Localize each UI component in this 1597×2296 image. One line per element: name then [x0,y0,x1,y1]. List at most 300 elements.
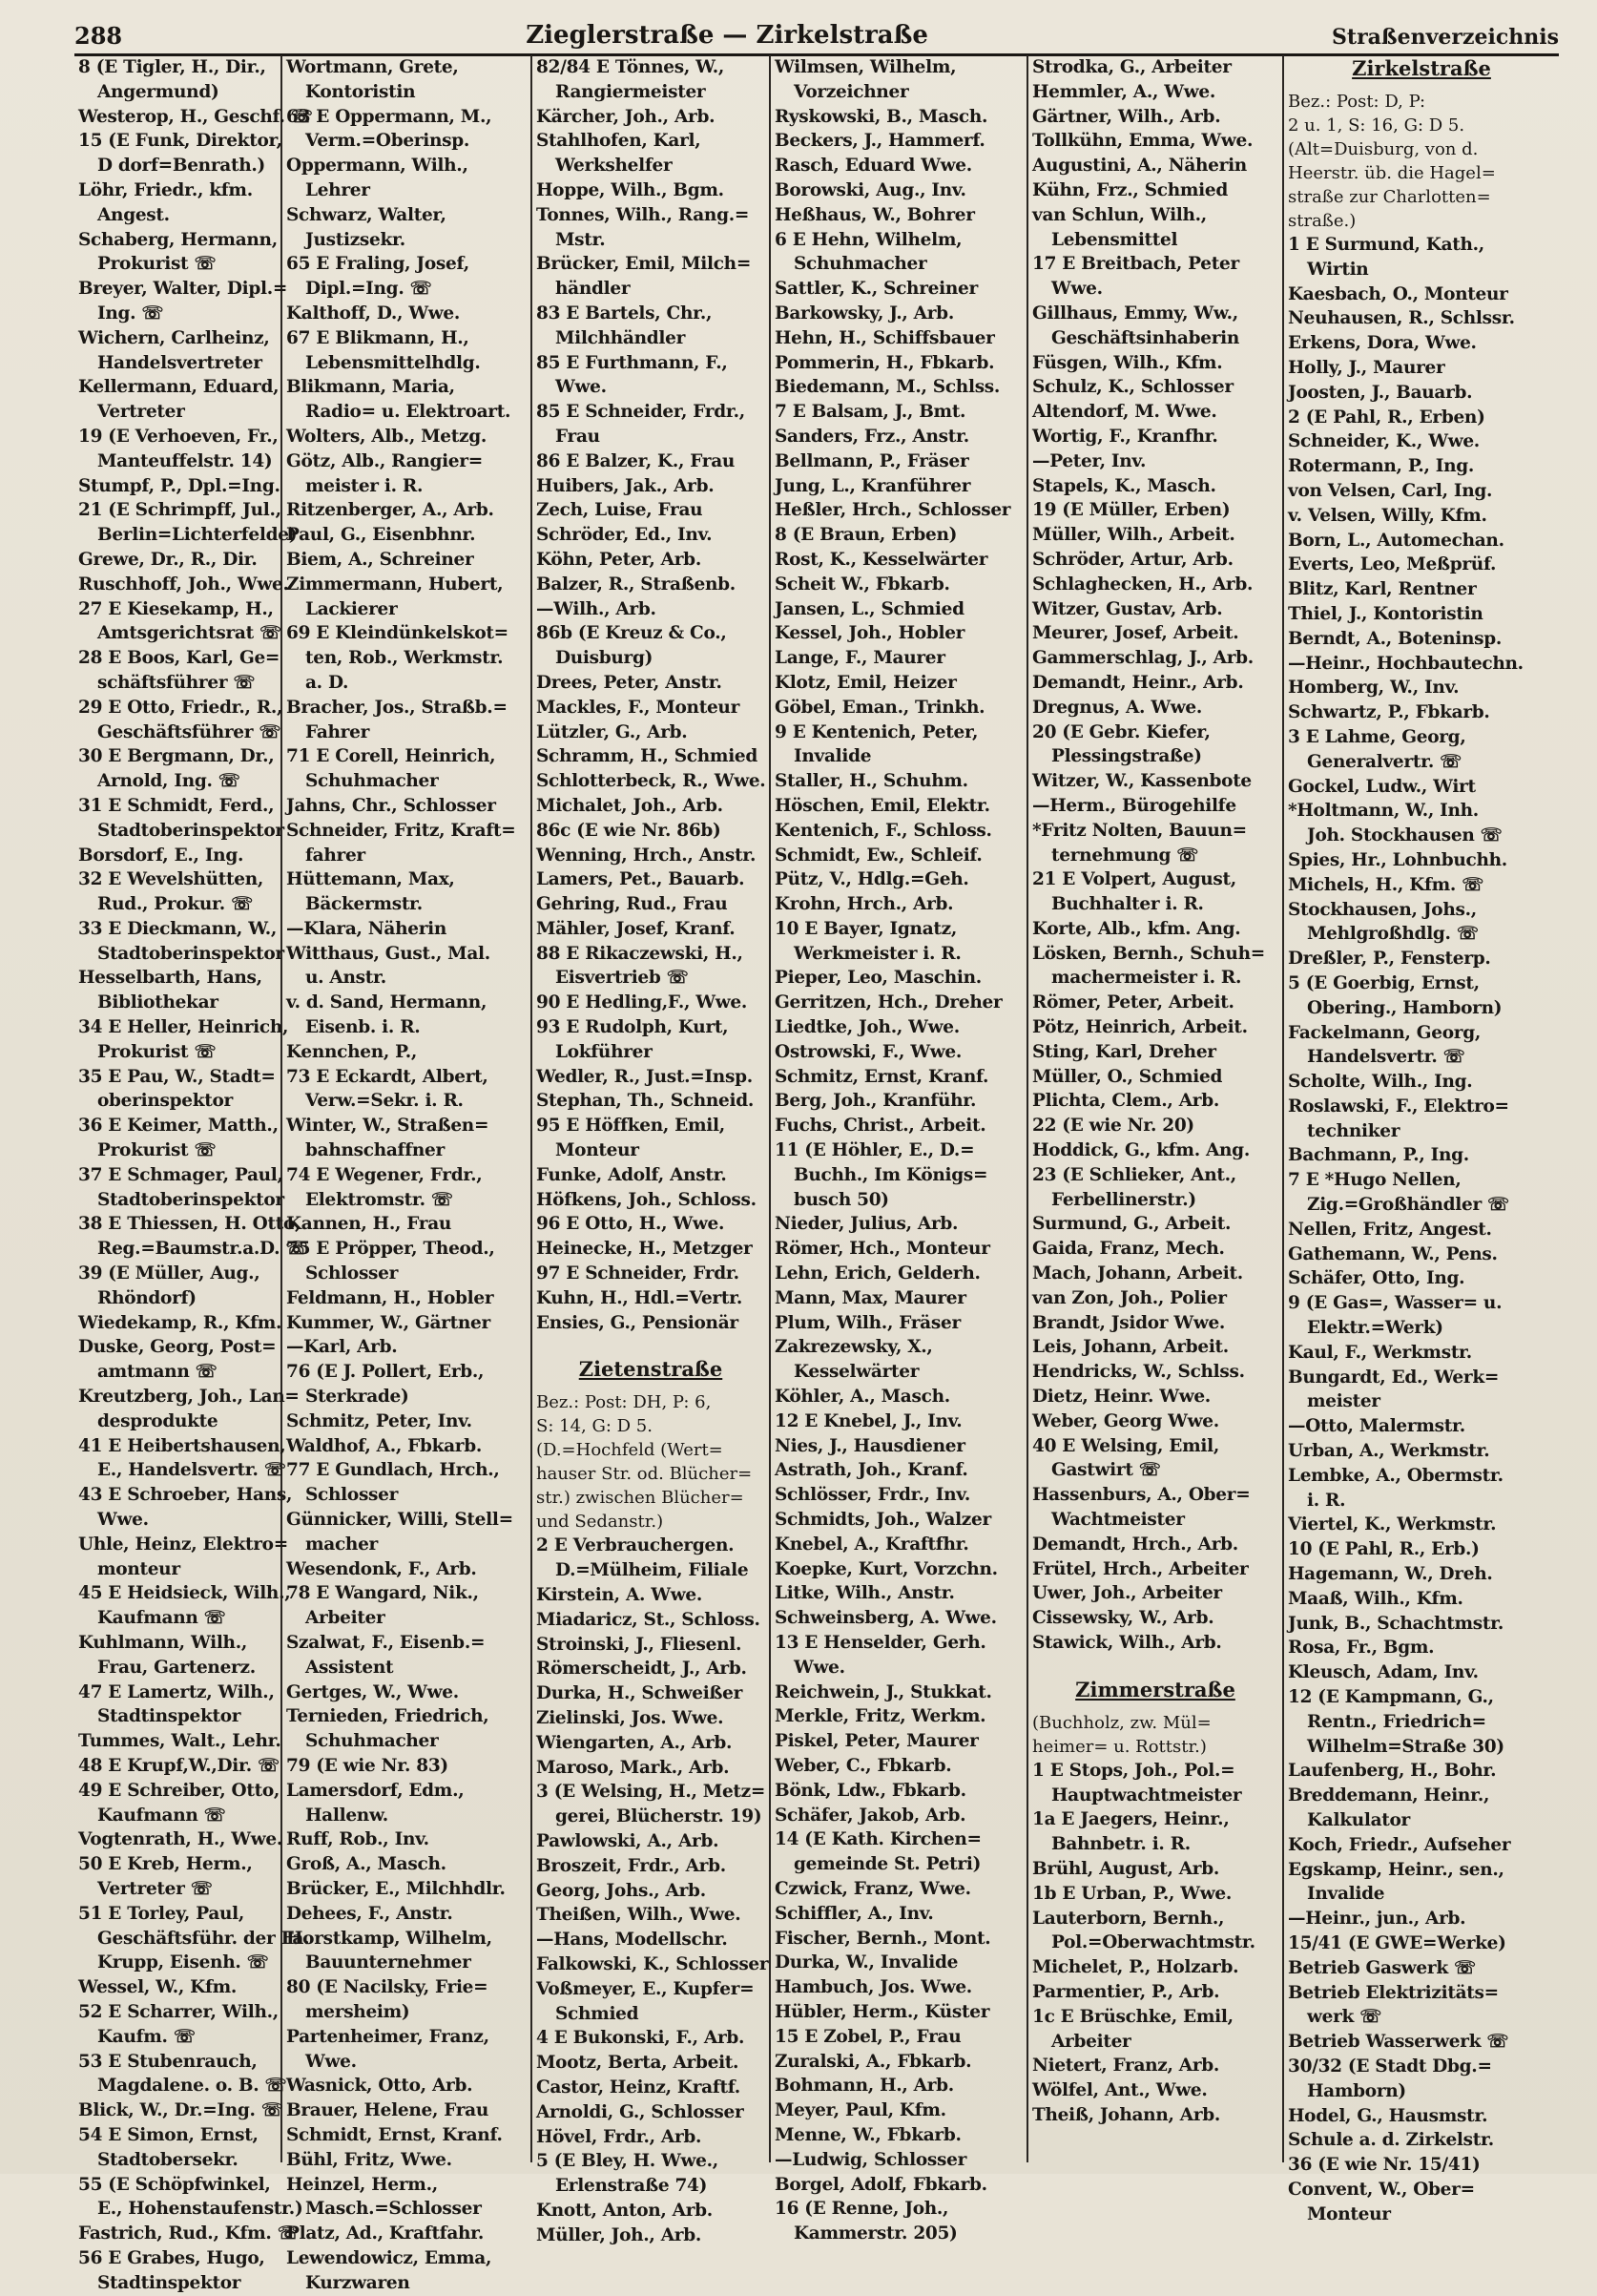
directory-entry: 7 E *Hugo Nellen, [1288,1170,1462,1191]
directory-entry: Klotz, Emil, Heizer [775,672,957,693]
directory-entry: 14 (E Kath. Kirchen= [775,1829,982,1850]
directory-entry: Joosten, J., Bauarb. [1288,382,1473,403]
directory-entry: *Holtmann, W., Inh. [1288,801,1479,822]
directory-entry: Pötz, Heinrich, Arbeit. [1032,1017,1248,1038]
directory-entry: Gerritzen, Hch., Dreher [775,992,1003,1013]
directory-entry: Fackelmann, Georg, [1288,1022,1481,1043]
directory-entry: monteur [97,1558,180,1579]
directory-entry: Kalthoff, D., Wwe. [286,303,461,324]
directory-entry: Bauunternehmer [305,1952,471,1973]
directory-entry: Gathemann, W., Pens. [1288,1243,1498,1264]
directory-entry: —Peter, Inv. [1032,450,1147,471]
directory-entry: Mann, Max, Maurer [775,1287,966,1308]
directory-entry: Köhn, Peter, Arb. [536,549,701,570]
directory-entry: Monteur [555,1140,639,1161]
directory-entry: —Herm., Bürogehilfe [1032,795,1236,816]
directory-entry: 4 E Bukonski, F., Arb. [536,2028,745,2049]
directory-entry: 82/84 E Tönnes, W., [536,57,724,77]
directory-entry: 13 E Henselder, Gerh. [775,1633,986,1653]
directory-entry: 22 (E wie Nr. 20) [1032,1116,1194,1137]
directory-entry: Falkowski, K., Schlosser [536,1953,769,1974]
directory-entry: Scheit W., Fbkarb. [775,574,950,595]
directory-entry: fahrer [305,845,365,866]
directory-entry: 53 E Stubenrauch, [78,2051,258,2072]
directory-entry: Assistent [305,1657,394,1678]
directory-entry: 35 E Pau, W., Stadt= [78,1066,276,1087]
directory-entry: Schmidt, Ew., Schleif. [775,845,983,866]
directory-entry: Horstkamp, Wilhelm, [286,1928,492,1949]
directory-entry: Fuchs, Christ., Arbeit. [775,1116,986,1137]
directory-entry: 83 E Bartels, Chr., [536,303,713,324]
directory-entry: Meurer, Josef, Arbeit. [1032,623,1239,644]
directory-entry: Manteuffelstr. 14) [97,450,273,471]
directory-entry: Gillhaus, Emmy, Ww., [1032,303,1238,324]
directory-entry: Frütel, Hrch., Arbeiter [1032,1558,1249,1579]
directory-entry: Stadtinspektor [97,2272,241,2293]
directory-entry: Handelsvertr. ☏ [1307,1047,1465,1068]
directory-entry: Kammerstr. 205) [794,2223,958,2244]
directory-entry: Castor, Heinz, Kraftf. [536,2077,740,2098]
directory-entry: Schwarz, Walter, [286,204,446,225]
directory-entry: Wwe. [97,1510,149,1531]
directory-entry: Pol.=Oberwachtmstr. [1051,1932,1255,1953]
directory-entry: Schlosser [305,1485,399,1506]
directory-entry: 56 E Grabes, Hugo, [78,2247,265,2268]
directory-entry: Altendorf, M. Wwe. [1032,402,1217,423]
directory-entry: 48 E Krupf,W.,Dir. ☏ [78,1755,280,1776]
directory-entry: Ritzenberger, A., Arb. [286,500,494,521]
street-note: hauser Str. od. Blücher= [536,1464,753,1485]
directory-entry: Hassenburs, A., Ober= [1032,1485,1251,1506]
directory-entry: Wiengarten, A., Arb. [536,1732,733,1753]
directory-entry: Piskel, Peter, Maurer [775,1731,979,1752]
directory-entry: Heßhaus, W., Bohrer [775,204,975,225]
directory-entry: Betrieb Gaswerk ☏ [1288,1957,1476,1978]
directory-entry: 86c (E wie Nr. 86b) [536,820,721,841]
directory-entry: Weber, Georg Wwe. [1032,1410,1219,1431]
directory-entry: Justizsekr. [305,229,405,250]
directory-entry: Sterkrade) [305,1387,409,1408]
directory-entry: Günnicker, Willi, Stell= [286,1510,513,1531]
directory-entry: Gehring, Rud., Frau [536,894,728,915]
directory-entry: Jung, L., Kranführer [775,475,971,496]
directory-entry: Heßler, Hrch., Schlosser [775,500,1011,521]
directory-entry: Huibers, Jak., Arb. [536,475,715,496]
directory-entry: Kuhn, H., Hdl.=Vertr. [536,1287,742,1308]
directory-entry: Sting, Karl, Dreher [1032,1041,1216,1062]
directory-entry: Schule a. d. Zirkelstr. [1288,2130,1494,2151]
directory-entry: Bachmann, P., Ing. [1288,1145,1469,1166]
directory-entry: Biem, A., Schreiner [286,549,474,570]
directory-entry: gemeinde St. Petri) [794,1854,982,1875]
directory-entry: Astrath, Joh., Kranf. [775,1460,968,1481]
directory-entry: Ensies, G., Pensionär [536,1312,738,1333]
directory-entry: Obering., Hamborn) [1307,997,1503,1018]
directory-entry: 43 E Schroeber, Hans, [78,1485,293,1506]
directory-entry: Mach, Johann, Arbeit. [1032,1263,1243,1284]
directory-entry: Fahrer [305,721,370,742]
directory-entry: Elektr.=Werk) [1307,1318,1443,1339]
directory-entry: Gaida, Franz, Mech. [1032,1239,1225,1260]
directory-entry: 21 E Volpert, August, [1032,869,1236,890]
directory-entry: gerei, Blücherstr. 19) [555,1806,762,1827]
directory-entry: Stadtoberinspektor [97,820,284,841]
directory-entry: Hendricks, W., Schlss. [1032,1362,1245,1383]
directory-entry: Ruff, Rob., Inv. [286,1829,429,1850]
directory-entry: Stapels, K., Masch. [1032,475,1216,496]
directory-entry: Witzer, W., Kassenbote [1032,771,1252,792]
street-note: str.) zwischen Blücher= [536,1488,744,1509]
directory-entry: 54 E Simon, Ernst, [78,2124,259,2145]
column-6 [1284,55,1559,2224]
directory-entry: 10 E Bayer, Ignatz, [775,918,957,939]
directory-entry: Milchhändler [555,327,686,348]
directory-entry: Drees, Peter, Anstr. [536,672,722,693]
directory-entry: Stadtoberinspektor [97,943,284,964]
directory-entry: Zuralski, A., Fbkarb. [775,2051,972,2072]
directory-entry: ternehmung ☏ [1051,845,1199,866]
directory-entry: Stephan, Th., Schneid. [536,1091,755,1112]
directory-entry: 47 E Lamertz, Wilh., [78,1681,275,1702]
directory-entry: 2 (E Pahl, R., Erben) [1288,407,1485,428]
directory-entry: Voßmeyer, E., Kupfer= [536,1978,755,1999]
directory-entry: Götz, Alb., Rangier= [286,450,483,471]
directory-entry: Hoddick, G., kfm. Ang. [1032,1140,1250,1161]
directory-entry: Schmidt, Ernst, Kranf. [286,2124,503,2145]
directory-entry: Kummer, W., Gärtner [286,1312,490,1333]
directory-entry: Uwer, Joh., Arbeiter [1032,1583,1222,1604]
column-5 [1028,55,1284,2162]
directory-entry: Neuhausen, R., Schlssr. [1288,308,1515,329]
directory-entry: Radio= u. Elektroart. [305,402,511,423]
directory-entry: 29 E Otto, Friedr., R., [78,697,283,718]
directory-entry: Augustini, A., Näherin [1032,156,1247,177]
directory-entry: 2 E Verbrauchergen. [536,1535,735,1556]
directory-entry: Erlenstraße 74) [555,2176,708,2197]
directory-entry: Kaufmann ☏ [97,1608,226,1629]
directory-entry: Schweinsberg, A. Wwe. [775,1608,997,1629]
column-3 [532,55,771,2245]
directory-entry: Kennchen, P., [286,1041,417,1062]
directory-entry: Werkshelfer [555,156,673,177]
directory-entry: Waldhof, A., Fbkarb. [286,1435,483,1456]
directory-entry: —Heinr., jun., Arb. [1288,1909,1466,1930]
directory-entry: 28 E Boos, Karl, Ge= [78,648,280,669]
directory-entry: 19 (E Müller, Erben) [1032,500,1231,521]
directory-entry: Jansen, L., Schmied [775,598,964,619]
directory-entry: Urban, A., Werkmstr. [1288,1441,1490,1462]
directory-entry: —Ludwig, Schlosser [775,2149,967,2170]
directory-entry: Viertel, K., Werkmstr. [1288,1514,1497,1535]
directory-entry: Theißen, Wilh., Wwe. [536,1905,741,1926]
directory-entry: 77 E Gundlach, Hrch., [286,1460,500,1481]
directory-entry: Berlin=Lichterfelde) [97,525,298,546]
directory-entry: Zielinski, Jos. Wwe. [536,1708,724,1729]
page-header [74,13,1559,56]
directory-entry: Kurzwaren [305,2272,410,2293]
directory-entry: 19 (E Verhoeven, Fr., [78,426,279,447]
directory-entry: Rosa, Fr., Bgm. [1288,1638,1435,1659]
directory-entry: desprodukte [97,1410,218,1431]
directory-entry: Berg, Joh., Kranführ. [775,1091,977,1112]
directory-entry: Frau, Gartenerz. [97,1657,256,1678]
directory-entry: Hövel, Frdr., Arb. [536,2126,702,2147]
directory-entry: Hamborn) [1307,2080,1406,2101]
directory-entry: Tonnes, Wilh., Rang.= [536,204,750,225]
directory-entry: E., Hohenstaufenstr.) [97,2199,303,2220]
directory-entry: 6 E Hehn, Wilhelm, [775,229,963,250]
directory-entry: Rentn., Friedrich= [1307,1711,1486,1732]
directory-entry: Müller, Joh., Arb. [536,2224,701,2245]
directory-entry: Litke, Wilh., Anstr. [775,1583,955,1604]
directory-entry: 55 (E Schöpfwinkel, [78,2174,271,2195]
directory-entry: Born, L., Automechan. [1288,530,1504,551]
directory-entry: Lewendowicz, Emma, [286,2247,492,2268]
directory-entry: Stawick, Wilh., Arb. [1032,1633,1222,1653]
directory-entry: Gammerschlag, J., Arb. [1032,648,1254,669]
directory-entry: Zig.=Großhändler ☏ [1307,1195,1509,1216]
directory-entry: Gertges, W., Wwe. [286,1681,459,1702]
directory-entry: Brühl, August, Arb. [1032,1858,1220,1879]
directory-entry: a. D. [305,672,349,693]
directory-entry: —Wilh., Arb. [536,598,656,619]
directory-entry: Arbeiter [305,1608,385,1629]
directory-entry: 15 (E Funk, Direktor, [78,131,282,152]
directory-entry: Wirtin [1307,259,1369,280]
directory-entry: 32 E Wevelshütten, [78,869,263,890]
directory-entry: Groß, A., Masch. [286,1854,446,1875]
directory-entry: Brandt, Jsidor Wwe. [1032,1312,1226,1333]
directory-entry: 37 E Schmager, Paul, [78,1164,283,1185]
directory-entry: Reg.=Baumstr.a.D. ☏ [97,1239,308,1260]
directory-entry: Wölfel, Ant., Wwe. [1032,2080,1208,2101]
directory-entry: Grewe, Dr., R., Dir. [78,549,258,570]
directory-entry: 85 E Furthmann, F., [536,352,728,373]
directory-entry: Durka, H., Schweißer [536,1683,743,1704]
directory-entry: Angermund) [97,81,219,102]
directory-entry: 38 E Thiessen, H. Otto, [78,1214,301,1235]
directory-entry: Roslawski, F., Elektro= [1288,1096,1509,1117]
directory-entry: Wachtmeister [1051,1510,1185,1531]
directory-entry: 7 E Balsam, J., Bmt. [775,402,966,423]
directory-entry: Köhler, A., Masch. [775,1387,950,1408]
directory-entry: macher [305,1534,378,1555]
directory-entry: Michels, H., Kfm. ☏ [1288,874,1484,895]
directory-entry: Lokführer [555,1041,653,1062]
street-note: (Buchholz, zw. Mül= [1032,1712,1212,1733]
directory-entry: 96 E Otto, H., Wwe. [536,1214,725,1235]
directory-entry: Prokurist ☏ [97,1041,217,1062]
directory-entry: Heinecke, H., Metzger [536,1239,753,1260]
directory-entry: Beckers, J., Hammerf. [775,131,985,152]
directory-entry: Broszeit, Frdr., Arb. [536,1855,726,1876]
directory-entry: 9 (E Gas=, Wasser= u. [1288,1293,1503,1314]
directory-entry: Römer, Hch., Monteur [775,1239,990,1260]
directory-entry: Oppermann, Wilh., [286,156,468,177]
street-note: Heerstr. üb. die Hagel= [1288,163,1496,183]
directory-entry: Zimmermann, Hubert, [286,574,504,595]
directory-entry: Gastwirt ☏ [1051,1460,1161,1481]
directory-entry: Laufenberg, H., Bohr. [1288,1761,1497,1782]
directory-entry: i. R. [1307,1490,1346,1511]
directory-entry: Paul, G., Eisenbhnr. [286,525,476,546]
directory-entry: Dregnus, A. Wwe. [1032,697,1203,718]
directory-entry: 74 E Wegener, Frdr., [286,1164,483,1185]
directory-entry: Funke, Adolf, Anstr. [536,1164,727,1185]
directory-entry: Stumpf, P., Dpl.=Ing. [78,475,280,496]
directory-entry: Nietert, Franz, Arb. [1032,2056,1220,2077]
directory-entry: Strodka, G., Arbeiter [1032,57,1232,77]
directory-entry: Schmidts, Joh., Walzer [775,1510,991,1531]
directory-entry: Parmentier, P., Arb. [1032,1981,1220,2002]
directory-entry: Kaufm. ☏ [97,2026,196,2047]
street-note: und Sedanstr.) [536,1512,664,1533]
directory-entry: Kalkulator [1307,1810,1411,1830]
directory-entry: Arbeiter [1051,2031,1131,2052]
directory-entry: Ing. ☏ [97,303,164,324]
directory-entry: Witthaus, Gust., Mal. [286,943,490,964]
directory-entry: 76 (E J. Pollert, Erb., [286,1362,485,1383]
directory-entry: Füsgen, Wilh., Kfm. [1032,352,1223,373]
directory-entry: Schwartz, P., Fbkarb. [1288,702,1490,723]
directory-entry: 1c E Brüschke, Emil, [1032,2006,1234,2027]
street-note: Bez.: Post: D, P: [1288,92,1426,112]
directory-entry: Stadtoberinspektor [97,1189,284,1210]
directory-entry: 8 (E Braun, Erben) [775,525,958,546]
directory-entry: 80 (E Nacilsky, Frie= [286,1977,488,1998]
directory-entry: 41 E Heibertshausen, [78,1435,286,1456]
directory-entry: Schramm, H., Schmied [536,746,758,767]
directory-entry: Magdalene. o. B. ☏ [97,2076,287,2097]
section-title: Straßenverzeichnis [1332,25,1559,50]
directory-entry: Hambuch, Jos. Wwe. [775,1977,972,1998]
directory-entry: Hübler, Herm., Küster [775,2001,990,2022]
directory-entry: 5 (E Goerbig, Ernst, [1288,972,1480,993]
directory-entry: 12 (E Kampmann, G., [1288,1687,1494,1708]
directory-entry: Wortmann, Grete, [286,57,459,77]
directory-entry: mersheim) [305,2001,410,2022]
directory-entry: Blick, W., Dr.=Ing. ☏ [78,2100,283,2121]
directory-entry: meister i. R. [305,475,424,496]
directory-entry: Kaul, F., Werkmstr. [1288,1342,1472,1363]
directory-entry: Platz, Ad., Kraftfahr. [286,2223,485,2244]
directory-entry: Mackles, F., Monteur [536,697,740,718]
directory-entry: Weber, C., Fbkarb. [775,1755,952,1776]
directory-entry: Lembke, A., Obermstr. [1288,1465,1504,1486]
street-note: (D.=Hochfeld (Wert= [536,1440,723,1461]
directory-entry: v. Velsen, Willy, Kfm. [1288,505,1487,526]
directory-entry: händler [555,279,631,300]
street-note: Bez.: Post: DH, P: 6, [536,1392,712,1413]
directory-entry: 79 (E wie Nr. 83) [286,1755,448,1776]
directory-entry: —Heinr., Hochbautechn. [1288,653,1524,674]
directory-entry: Elektromstr. ☏ [305,1189,453,1210]
directory-entry: Schneider, K., Wwe. [1288,431,1480,452]
directory-entry: Demandt, Hrch., Arb. [1032,1534,1238,1555]
directory-entry: Bühl, Fritz, Wwe. [286,2149,452,2170]
directory-entry: Rotermann, P., Ing. [1288,456,1475,477]
directory-entry: 3 E Lahme, Georg, [1288,726,1466,747]
directory-entry: D dorf=Benrath.) [97,156,265,177]
directory-entry: Mehlgroßhdlg. ☏ [1307,924,1479,945]
directory-entry: Göbel, Eman., Trinkh. [775,697,985,718]
directory-entry: Schröder, Ed., Inv. [536,525,713,546]
directory-entry: Nies, J., Hausdiener [775,1435,965,1456]
directory-entry: Schmitz, Ernst, Kranf. [775,1066,989,1087]
directory-entry: Miadaricz, St., Schloss. [536,1609,760,1630]
directory-entry: Wiedekamp, R., Kfm. [78,1312,282,1333]
directory-entry: Geschäftsführ. der Fa. [97,1928,310,1949]
directory-entry: Betrieb Elektrizitäts= [1288,1982,1499,2003]
street-heading: Zirkelstraße [1352,56,1491,80]
directory-entry: Hesselbarth, Hans, [78,968,262,989]
directory-entry: Frau [555,426,600,447]
directory-entry: 15 E Zobel, P., Frau [775,2026,962,2047]
directory-entry: Eisenb. i. R. [305,1017,421,1038]
directory-entry: Dietz, Heinr. Wwe. [1032,1387,1211,1408]
directory-entry: Durka, W., Invalide [775,1952,959,1973]
directory-entry: Michelet, P., Holzarb. [1032,1957,1239,1978]
street-note: 2 u. 1, S: 16, G: D 5. [1288,115,1465,136]
directory-entry: Bungardt, Ed., Werk= [1288,1367,1500,1388]
directory-entry: meister [1307,1391,1380,1412]
directory-entry: Schiffler, A., Inv. [775,1903,934,1924]
directory-entry: Masch.=Schlosser [305,2199,482,2220]
directory-entry: Löhr, Friedr., kfm. [78,179,253,200]
directory-entry: busch 50) [794,1189,889,1210]
directory-entry: Wwe. [794,1657,845,1678]
directory-entry: Leis, Johann, Arbeit. [1032,1337,1229,1358]
directory-entry: 50 E Kreb, Herm., [78,1854,253,1875]
directory-entry: 17 E Breitbach, Peter [1032,254,1239,275]
directory-entry: Hüttemann, Max, [286,869,455,890]
directory-entry: 23 (E Schlieker, Ant., [1032,1164,1236,1185]
directory-entry: Dipl.=Ing. ☏ [305,279,432,300]
directory-entry: Römer, Peter, Arbeit. [1032,992,1234,1013]
directory-entry: Monteur [1307,2203,1391,2224]
directory-entry: Ternieden, Friedrich, [286,1706,489,1727]
directory-entry: Lützler, G., Arb. [536,721,688,742]
directory-entry: bahnschaffner [305,1140,445,1161]
directory-entry: 31 E Schmidt, Ferd., [78,795,275,816]
directory-entry: Berndt, A., Boteninsp. [1288,628,1503,649]
directory-entry: Ruschhoff, Joh., Wwe. [78,574,289,595]
directory-entry: Schäfer, Otto, Ing. [1288,1268,1465,1289]
directory-entry: 20 (E Gebr. Kiefer, [1032,721,1211,742]
directory-entry: 63 E Oppermann, M., [286,106,492,127]
directory-entry: Hallenw. [305,1805,388,1826]
directory-entry: Barkowsky, J., Arb. [775,303,954,324]
directory-entry: 49 E Schreiber, Otto, [78,1780,280,1801]
directory-entry: 21 (E Schrimpff, Jul., [78,500,281,521]
directory-entry: 69 E Kleindünkelskot= [286,623,508,644]
street-note: straße zur Charlotten= [1288,187,1491,207]
directory-entry: Kentenich, F., Schloss. [775,820,992,841]
directory-entry: Kessel, Joh., Hobler [775,623,965,644]
directory-entry: Stockhausen, Johs., [1288,899,1477,920]
directory-entry: Staller, H., Schuhm. [775,771,968,792]
directory-entry: 16 (E Renne, Joh., [775,2199,949,2220]
directory-entry: Kannen, H., Frau [286,1214,452,1235]
directory-entry: Wenning, Hrch., Anstr. [536,845,757,866]
directory-entry: Bäckermstr. [305,894,423,915]
directory-entry: 36 (E wie Nr. 15/41) [1288,2155,1481,2176]
directory-entry: Kesselwärter [794,1362,920,1383]
directory-entry: Bibliothekar [97,992,218,1013]
directory-entry: Koch, Friedr., Aufseher [1288,1834,1511,1855]
directory-entry: *Fritz Nolten, Bauun= [1032,820,1247,841]
directory-entry: Betrieb Wasserwerk ☏ [1288,2032,1509,2053]
